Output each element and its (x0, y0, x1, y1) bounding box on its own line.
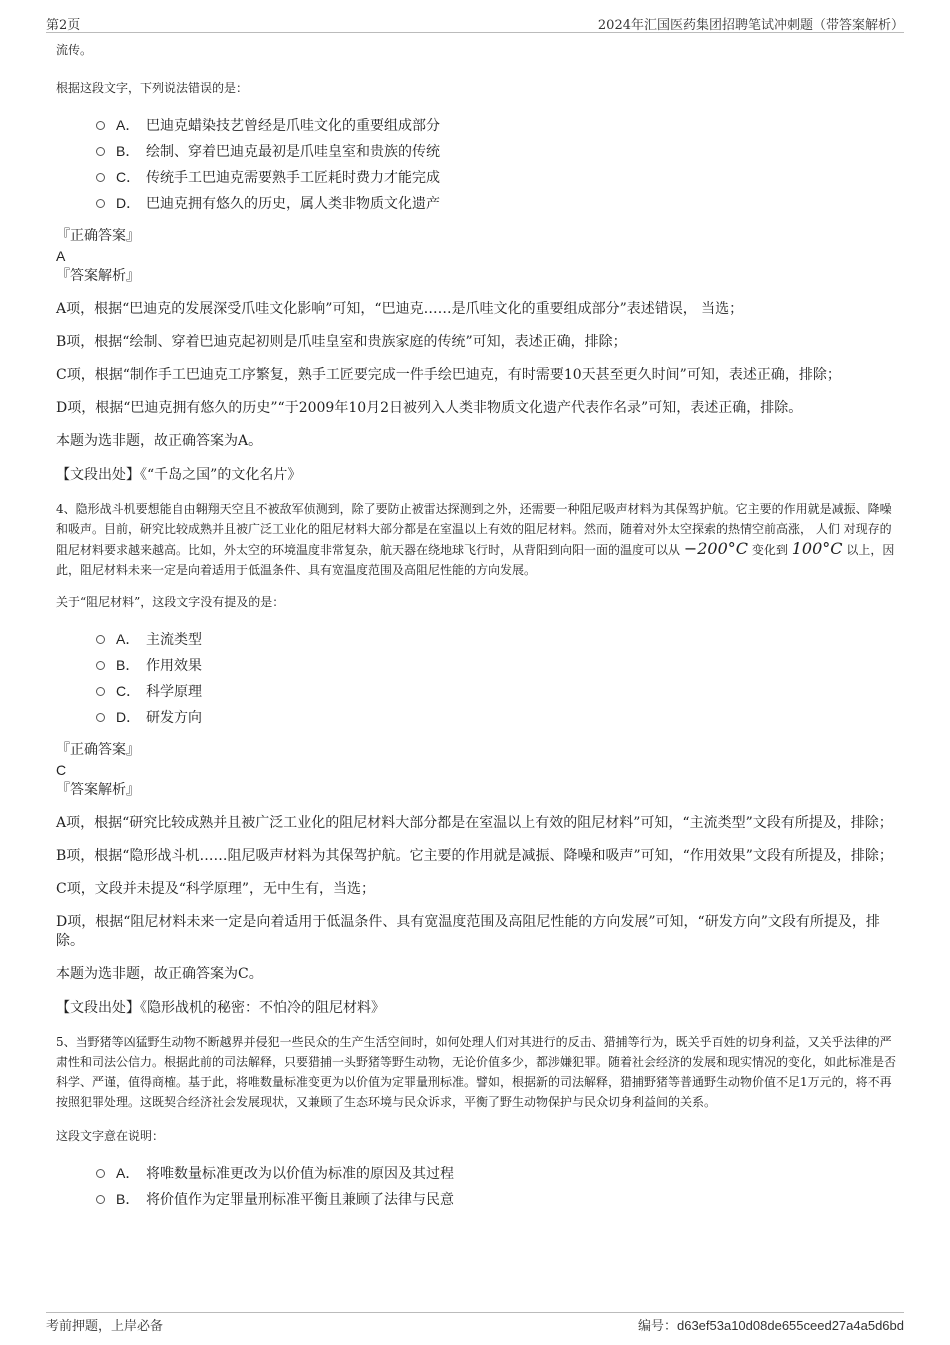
option-b[interactable]: B． 作用效果 (96, 652, 896, 678)
radio-icon[interactable] (96, 199, 105, 208)
explanation-c: C项，根据“制作手工巴迪克工序繁复，熟手工匠要完成一件手绘巴迪克，有时需要10天甚至更久时间”可知，表述正确，排除； (56, 367, 841, 383)
correct-answer: C (56, 762, 67, 778)
passage-tail: 流传。 (56, 43, 93, 57)
explanation-b: B项，根据“隐形战斗机……阻尼吸声材料为其保驾护航。它主要的作用就是减振、降噪和吸声”可知，“作用效果”文段有所提及，排除； (56, 848, 893, 864)
radio-icon[interactable] (96, 173, 105, 182)
document-code: 编号：d63ef53a10d08de655ceed27a4a5d6bd (637, 1318, 904, 1334)
explanation-a: A项，根据“巴迪克的发展深受爪哇文化影响”可知，“巴迪克……是爪哇文化的重要组成部分”表述错误， 当选； (56, 301, 744, 317)
explanation-d: D项，根据“阻尼材料未来一定是向着适用于低温条件、具有宽温度范围及高阻尼性能的方向发展”可知，“研发方向”文段有所提及，排除。 (56, 914, 880, 949)
option-a[interactable]: A． 巴迪克蜡染技艺曾经是爪哇文化的重要组成部分 (96, 112, 896, 138)
correct-answer: A (56, 248, 66, 264)
explanation-a: A项，根据“研究比较成熟并且被广泛工业化的阻尼材料大部分都是在室温以上有效的阻尼材料”可知，“主流类型”文段有所提及，排除； (56, 815, 893, 831)
analysis-label: 『答案解析』 (56, 268, 140, 284)
question-passage: 4、隐形战斗机要想能自由翱翔天空且不被敌军侦测到，除了要防止被雷达探测到之外，还需要一种阻尼吸声材料为其保驾护航。它主要的作用就是减振、降噪和吸声。目前，研究比较成熟并且被广泛工业化的阻尼材料大部分都是在室温以上有效的阻尼材料。然而，随着对外太空探索的热情空前高涨， 人们 对现存的阻尼材料要求越来越高。比如，外太空的环境温度非常复杂，航天器在绕地球飞行时，从背阳到向阳一面的温度可以从 −200°C 变化到 100°C 以上，因此，阻尼材料未来一定是向着适用于低温条件、具有宽温度范围及高阻尼性能的方向发展。 (56, 502, 895, 577)
answer-label: 『正确答案』 (56, 742, 140, 758)
options-list (96, 1160, 896, 1212)
temperature-high: 100°C (791, 539, 843, 558)
document-body (56, 40, 896, 1222)
option-a[interactable]: A． 主流类型 (96, 626, 896, 652)
radio-icon[interactable] (96, 1195, 105, 1204)
option-a[interactable]: A． 将唯数量标准更改为以价值为标准的原因及其过程 (96, 1160, 896, 1186)
options-list (96, 112, 896, 216)
conclusion: 本题为选非题，故正确答案为A。 (56, 433, 263, 449)
question-passage: 5、当野猪等凶猛野生动物不断越界并侵犯一些民众的生产生活空间时，如何处理人们对其进行的反击、猎捕等行为，既关乎百姓的切身利益，又关乎法律的严肃性和司法公信力。根据此前的司法解释，只要猎捕一头野猪等野生动物，无论价值多少，都涉嫌犯罪。随着社会经济的发展和现实情况的变化，如此标准是否科学、严谨，值得商榷。基于此，将唯数量标准变更为以价值为定罪量刑标准。譬如，根据新的司法解释，猎捕野猪等普通野生动物价值不足1万元的，将不再按照犯罪处理。这既契合经济社会发展现状，又兼顾了生态环境与民众诉求，平衡了野生动物保护与民众切身利益间的关系。 (56, 1035, 897, 1109)
analysis-label: 『答案解析』 (56, 782, 140, 798)
page-number: 第2页 (46, 18, 81, 33)
conclusion: 本题为选非题，故正确答案为C。 (56, 966, 263, 982)
page-header (46, 12, 904, 33)
radio-icon[interactable] (96, 1169, 105, 1178)
radio-icon[interactable] (96, 713, 105, 722)
option-d[interactable]: D． 巴迪克拥有悠久的历史，属人类非物质文化遗产 (96, 190, 896, 216)
question-prompt: 这段文字意在说明： (56, 1129, 165, 1143)
explanation-d: D项，根据“巴迪克拥有悠久的历史”“于2009年10月2日被列入人类非物质文化遗产代表作名录”可知，表述正确，排除。 (56, 400, 803, 416)
radio-icon[interactable] (96, 635, 105, 644)
explanation-b: B项，根据“绘制、穿着巴迪克起初则是爪哇皇室和贵族家庭的传统”可知，表述正确，排除； (56, 334, 627, 350)
radio-icon[interactable] (96, 121, 105, 130)
option-c[interactable]: C． 科学原理 (96, 678, 896, 704)
page-footer (46, 1312, 904, 1335)
explanation-c: C项，文段并未提及“科学原理”，无中生有，当选； (56, 881, 376, 897)
footer-slogan: 考前押题，上岸必备 (46, 1319, 164, 1334)
option-d[interactable]: D． 研发方向 (96, 704, 896, 730)
option-b[interactable]: B． 绘制、穿着巴迪克最初是爪哇皇室和贵族的传统 (96, 138, 896, 164)
question-prompt: 关于“阻尼材料”，这段文字没有提及的是： (56, 595, 285, 609)
option-b[interactable]: B． 将价值作为定罪量刑标准平衡且兼顾了法律与民意 (96, 1186, 896, 1212)
question-prompt: 根据这段文字，下列说法错误的是： (56, 81, 249, 95)
radio-icon[interactable] (96, 147, 105, 156)
text-source: 【文段出处】《隐形战机的秘密：不怕冷的阻尼材料》 (56, 1000, 385, 1016)
answer-label: 『正确答案』 (56, 228, 140, 244)
options-list (96, 626, 896, 730)
text-source: 【文段出处】《“千岛之国”的文化名片》 (56, 467, 302, 483)
document-title: 2024年汇国医药集团招聘笔试冲刺题（带答案解析） (597, 18, 904, 33)
temperature-low: −200°C (683, 539, 749, 558)
option-c[interactable]: C． 传统手工巴迪克需要熟手工匠耗时费力才能完成 (96, 164, 896, 190)
radio-icon[interactable] (96, 687, 105, 696)
radio-icon[interactable] (96, 661, 105, 670)
